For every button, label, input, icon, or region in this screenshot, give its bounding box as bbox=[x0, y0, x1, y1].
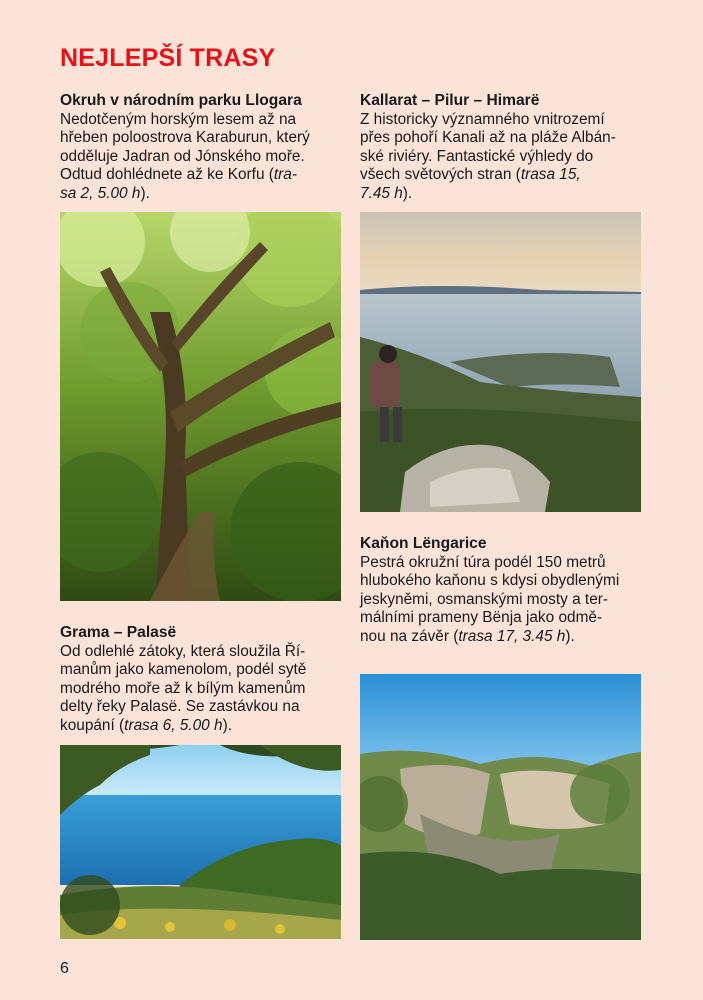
route-title: Kallarat – Pilur – Himarë bbox=[360, 92, 540, 109]
route-description: Od odlehlé zátoky, která sloužila Ří- manům jako kamenolom, podél sytě modrého moře až k bílým kamenům delty řeky Palasë. Se zastávkou na koupání (trasa 6, 5.00 h). bbox=[60, 643, 307, 734]
route-description: Z historicky významného vnitrozemí přes pohoří Kanali až na pláže Albán- ské riviéry. Fantastické výhledy do všech světových stran (trasa 15, 7.45 h). bbox=[360, 111, 616, 202]
route-lengarice bbox=[360, 534, 642, 646]
route-kallarat bbox=[360, 91, 642, 203]
page-number: 6 bbox=[60, 960, 69, 977]
route-description: Nedotčeným horským lesem až na hřeben poloostrova Karaburun, který odděluje Jadran od Jónského moře. Odtud dohlédnete až ke Korfu (tra- sa 2, 5.00 h). bbox=[60, 111, 310, 202]
route-title: Kaňon Lëngarice bbox=[360, 535, 487, 552]
canyon-photo bbox=[360, 674, 641, 940]
route-grama bbox=[60, 623, 342, 735]
route-llogara bbox=[60, 91, 342, 203]
page-title: NEJLEPŠÍ TRASY bbox=[60, 44, 276, 72]
route-title: Okruh v národním parku Llogara bbox=[60, 92, 302, 109]
blue-sea-photo bbox=[60, 745, 341, 939]
coast-hiker-photo bbox=[360, 212, 641, 512]
forest-tree-photo bbox=[60, 212, 341, 601]
route-title: Grama – Palasë bbox=[60, 624, 177, 641]
route-description: Pestrá okružní túra podél 150 metrů hlubokého kaňonu s kdysi obydlenými jeskyněmi, osmanskými mosty a ter- málními prameny Bënja jako odmě- nou na závěr (trasa 17, 3.45 h). bbox=[360, 554, 620, 645]
